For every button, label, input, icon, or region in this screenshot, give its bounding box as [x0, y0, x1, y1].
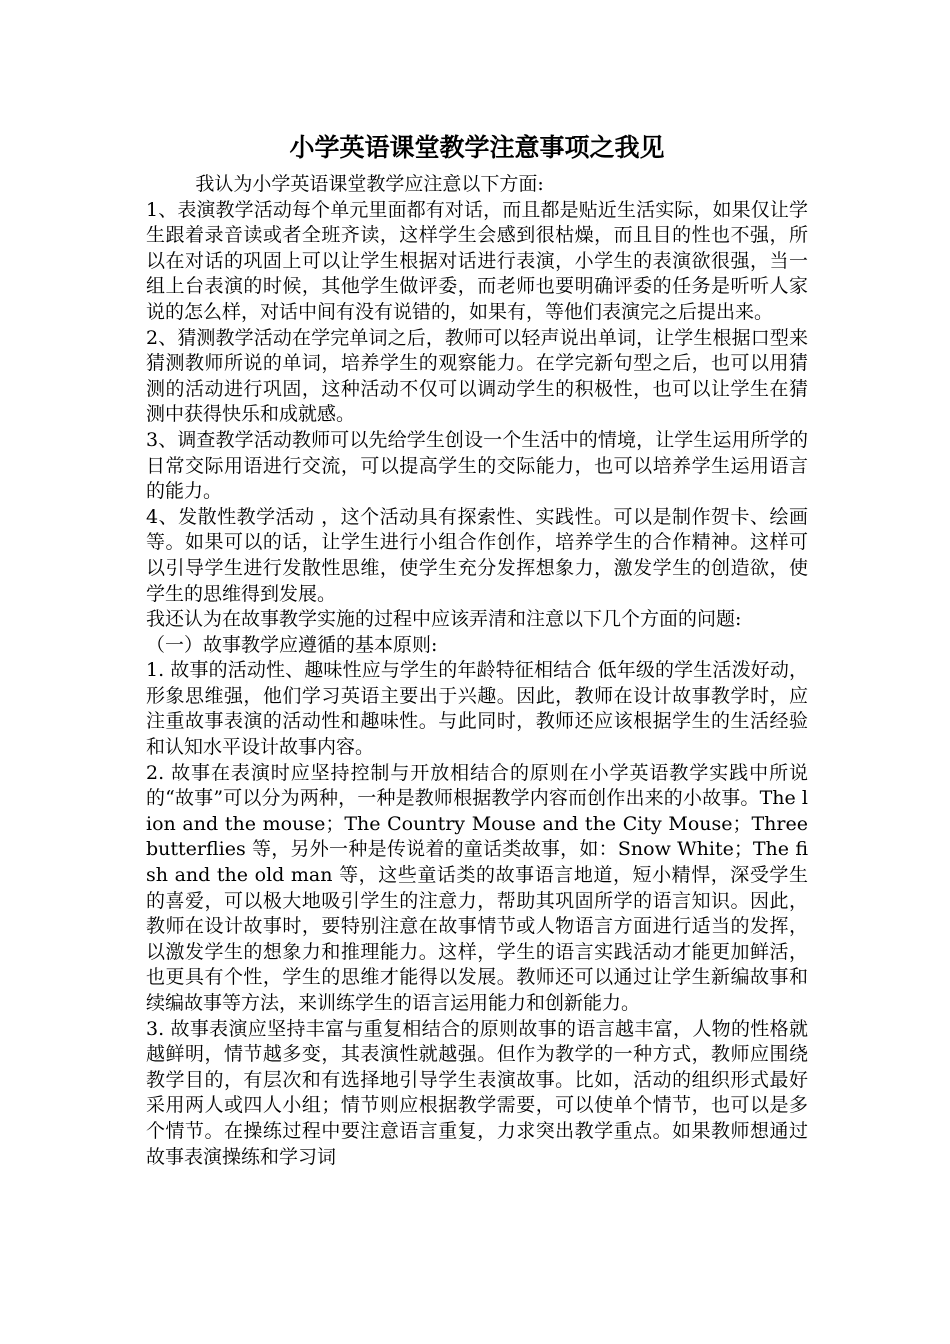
paragraph-item-2: 2、猜测教学活动在学完单词之后，教师可以轻声说出单词，让学生根据口型来猜测教师所说的单词，培养学生的观察能力。在学完新句型之后，也可以用猜测的活动进行巩固，这种活动不仅可以调动学生的积极性，也可以让学生在猜测中获得快乐和成就感。	[146, 326, 808, 426]
principle-item-3: 3. 故事表演应坚持丰富与重复相结合的原则故事的语言越丰富，人物的性格就越鲜明，情节越多变，其表演性就越强。但作为教学的一种方式，教师应围绕教学目的，有层次和有选择地引导学生表演故事。比如，活动的组织形式最好采用两人或四人小组；情节则应根据教学需要，可以使单个情节，也可以是多个情节。在操练过程中要注意语言重复，力求突出教学重点。如果教师想通过故事表演操练和学习词	[146, 1017, 808, 1168]
intro-paragraph: 我认为小学英语课堂教学应注意以下方面:	[195, 173, 544, 195]
document-page	[146, 130, 808, 1170]
paragraph-item-1: 1、表演教学活动每个单元里面都有对话，而且都是贴近生活实际，如果仅让学生跟着录音读或者全班齐读，这样学生会感到很枯燥，而且目的性也不强，所以在对话的巩固上可以让学生根据对话进行表演，小学生的表演欲很强，当一组上台表演的时候，其他学生做评委，而老师也要明确评委的任务是听听人家说的怎么样，对话中间有没有说错的，如果有，等他们表演完之后提出来。	[146, 198, 808, 323]
paragraph-item-4: 4、发散性教学活动 ，这个活动具有探索性、实践性。可以是制作贺卡、绘画等。如果可以的话，让学生进行小组合作创作，培养学生的合作精神。这样可以引导学生进行发散性思维，使学生充分发挥想象力，激发学生的创造欲，使学生的思维得到发展。	[146, 505, 808, 605]
paragraph-item-3: 3、调查教学活动教师可以先给学生创设一个生活中的情境，让学生运用所学的日常交际用语进行交流，可以提高学生的交际能力，也可以培养学生运用语言的能力。	[146, 428, 808, 503]
story-teaching-intro: 我还认为在故事教学实施的过程中应该弄清和注意以下几个方面的问题:	[146, 608, 742, 631]
principle-item-1: 1. 故事的活动性、趣味性应与学生的年龄特征相结合 低年级的学生活泼好动，形象思维强，他们学习英语主要出于兴趣。因此，教师在设计故事教学时，应注重故事表演的活动性和趣味性。与此同时，教师还应该根据学生的生活经验和认知水平设计故事内容。	[146, 659, 808, 759]
section-heading-principles: （一）故事教学应遵循的基本原则:	[146, 633, 438, 656]
principle-item-2: 2. 故事在表演时应坚持控制与开放相结合的原则在小学英语教学实践中所说的“故事”可以分为两种，一种是教师根据教学内容而创作出来的小故事。The lion and the mouse；The Country Mouse and the City Mouse；Three butterflies 等，另外一种是传说着的童话类故事，如：Snow White；The fish and the old man 等，这些童话类的故事语言地道，短小精悍，深受学生的喜爱，可以极大地吸引学生的注意力，帮助其巩固所学的语言知识。因此，教师在设计故事时，要特别注意在故事情节或人物语言方面进行适当的发挥，以激发学生的想象力和推理能力。这样，学生的语言实践活动才能更加鲜活，也更具有个性，学生的思维才能得以发展。教师还可以通过让学生新编故事和续编故事等方法，来训练学生的语言运用能力和创新能力。	[146, 761, 808, 1014]
document-title: 小学英语课堂教学注意事项之我见	[289, 133, 665, 162]
